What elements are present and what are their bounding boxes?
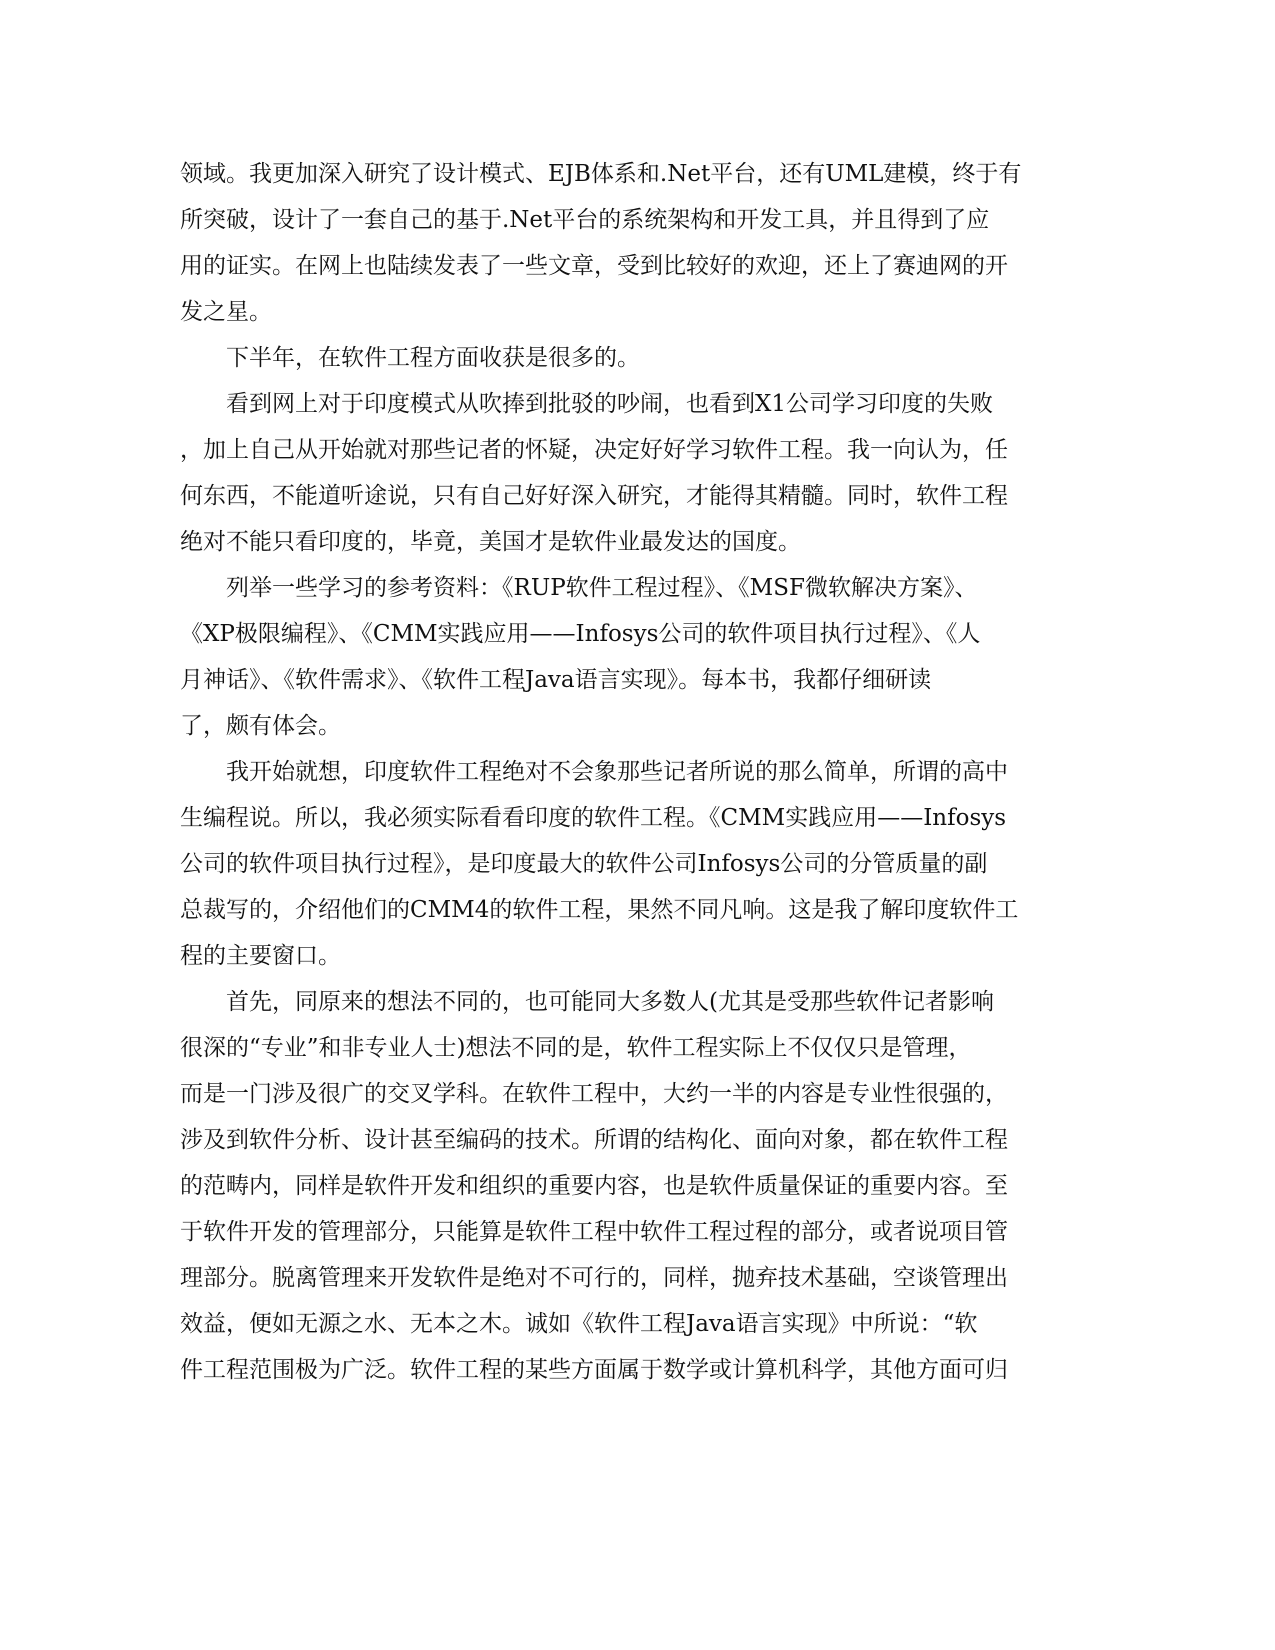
text-line: 程的主要窗口。 [180,943,341,969]
text-line: 所突破，设计了一套自己的基于.Net平台的系统架构和开发工具，并且得到了应 [180,207,990,233]
paragraph-start-line: 下半年，在软件工程方面收获是很多的。 [226,345,640,371]
text-line: 于软件开发的管理部分，只能算是软件工程中软件工程过程的部分，或者说项目管 [180,1219,1008,1245]
text-line: 件工程范围极为广泛。软件工程的某些方面属于数学或计算机科学，其他方面可归 [180,1357,1008,1383]
paragraph-start-line: 列举一些学习的参考资料：《RUP软件工程过程》、《MSF微软解决方案》、 [226,575,978,601]
text-line: ，加上自己从开始就对那些记者的怀疑，决定好好学习软件工程。我一向认为，任 [180,437,1008,463]
text-line: 的范畴内，同样是软件开发和组织的重要内容，也是软件质量保证的重要内容。至 [180,1173,1008,1199]
paragraph-start-line: 我开始就想，印度软件工程绝对不会象那些记者所说的那么简单，所谓的高中 [226,759,1008,785]
text-line: 而是一门涉及很广的交叉学科。在软件工程中，大约一半的内容是专业性很强的， [180,1081,1008,1107]
text-line: 何东西，不能道听途说，只有自己好好深入研究，才能得其精髓。同时，软件工程 [180,483,1008,509]
paragraph-start-line: 看到网上对于印度模式从吹捧到批驳的吵闹，也看到X1公司学习印度的失败 [226,391,994,417]
text-line: 很深的“专业”和非专业人士)想法不同的是，软件工程实际上不仅仅只是管理， [180,1035,972,1061]
text-line: 效益，便如无源之水、无本之木。诚如《软件工程Java语言实现》中所说：“软 [180,1311,978,1337]
text-line: 用的证实。在网上也陆续发表了一些文章，受到比较好的欢迎，还上了赛迪网的开 [180,253,1008,279]
text-line: 《XP极限编程》、《CMM实践应用——Infosys公司的软件项目执行过程》、《人 [180,621,981,647]
text-line: 总裁写的，介绍他们的CMM4的软件工程，果然不同凡响。这是我了解印度软件工 [180,897,1019,923]
text-line: 了，颇有体会。 [180,713,341,739]
text-line: 发之星。 [180,299,272,325]
text-line: 生编程说。所以，我必须实际看看印度的软件工程。《CMM实践应用——Infosys [180,805,1007,831]
text-line: 绝对不能只看印度的，毕竟，美国才是软件业最发达的国度。 [180,529,801,555]
text-line: 理部分。脱离管理来开发软件是绝对不可行的，同样，抛弃技术基础，空谈管理出 [180,1265,1008,1291]
paragraph-start-line: 首先，同原来的想法不同的，也可能同大多数人(尤其是受那些软件记者影响 [226,989,994,1015]
text-line: 公司的软件项目执行过程》，是印度最大的软件公司Infosys公司的分管质量的副 [180,851,988,877]
text-line: 月神话》、《软件需求》、《软件工程Java语言实现》。每本书，我都仔细研读 [180,667,932,693]
text-line: 领域。我更加深入研究了设计模式、EJB体系和.Net平台，还有UML建模，终于有 [180,161,1022,187]
text-line: 涉及到软件分析、设计甚至编码的技术。所谓的结构化、面向对象，都在软件工程 [180,1127,1008,1153]
